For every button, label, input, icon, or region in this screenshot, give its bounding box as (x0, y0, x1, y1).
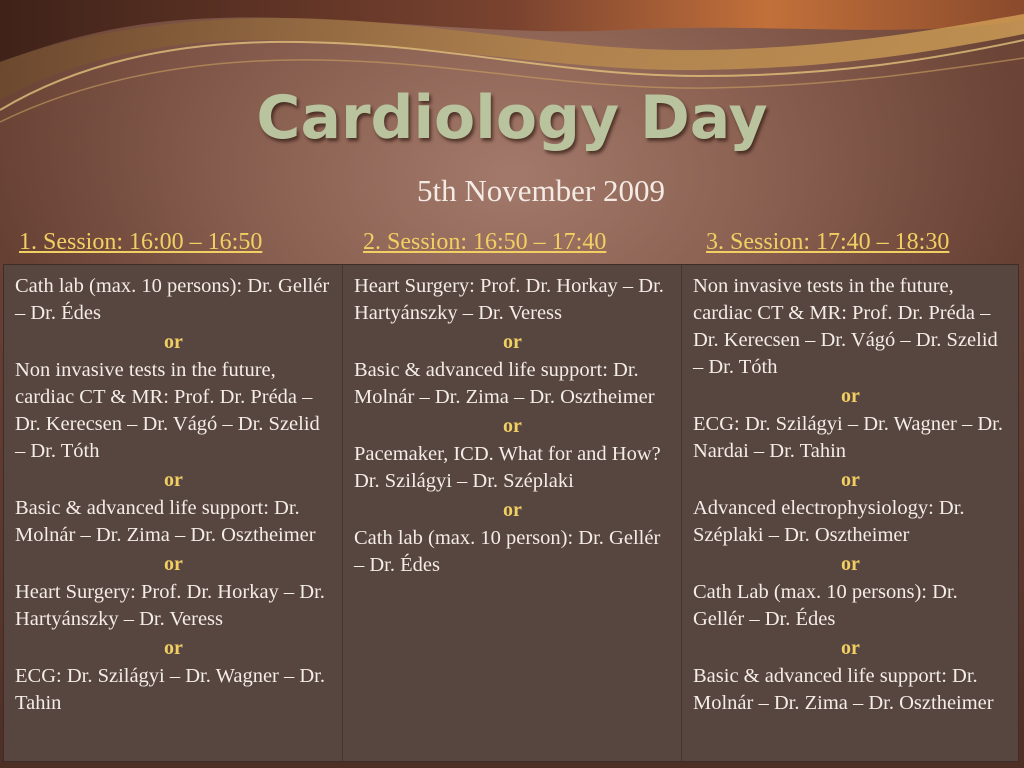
or-separator: or (164, 331, 183, 353)
session-2-option-2: Basic & advanced life support: Dr. Molnár – Dr. Zima – Dr. Osztheimer (354, 359, 655, 408)
session-3-option-2: ECG: Dr. Szilágyi – Dr. Wagner – Dr. Nardai – Dr. Tahin (693, 413, 1003, 462)
session-2-option-3: Pacemaker, ICD. What for and How? Dr. Szilágyi – Dr. Széplaki (354, 443, 661, 492)
session-1-option-3: Basic & advanced life support: Dr. Molnár – Dr. Zima – Dr. Osztheimer (15, 497, 316, 546)
or-separator: or (164, 637, 183, 659)
session-2-column (343, 265, 682, 761)
session-1-option-2: Non invasive tests in the future, cardiac CT & MR: Prof. Dr. Préda – Dr. Kerecsen – Dr. Vágó – Dr. Szelid – Dr. Tóth (15, 359, 320, 462)
or-separator: or (503, 415, 522, 437)
session-3-option-4: Cath Lab (max. 10 persons): Dr. Gellér – Dr. Édes (693, 581, 958, 630)
slide-title: Cardiology Day (256, 83, 768, 153)
session-3-option-5: Basic & advanced life support: Dr. Molnár – Dr. Zima – Dr. Osztheimer (693, 665, 994, 714)
or-separator: or (503, 499, 522, 521)
session-3-option-1: Non invasive tests in the future, cardiac CT & MR: Prof. Dr. Préda – Dr. Kerecsen – Dr. Vágó – Dr. Szelid – Dr. Tóth (693, 275, 998, 378)
or-separator: or (164, 469, 183, 491)
or-separator: or (841, 553, 860, 575)
session-3-option-3: Advanced electrophysiology: Dr. Széplaki – Dr. Osztheimer (693, 497, 965, 546)
session-1-option-4: Heart Surgery: Prof. Dr. Horkay – Dr. Hartyánszky – Dr. Veress (15, 581, 325, 630)
or-separator: or (841, 637, 860, 659)
session-3-heading: 3. Session: 17:40 – 18:30 (706, 229, 950, 255)
or-separator: or (841, 385, 860, 407)
session-1-heading: 1. Session: 16:00 – 16:50 (19, 229, 263, 255)
session-1-column (4, 265, 343, 761)
session-3-column (682, 265, 1018, 761)
or-separator: or (164, 553, 183, 575)
or-separator: or (841, 469, 860, 491)
session-1-option-1: Cath lab (max. 10 persons): Dr. Gellér – Dr. Édes (15, 275, 330, 324)
session-2-option-4: Cath lab (max. 10 person): Dr. Gellér – Dr. Édes (354, 527, 661, 576)
sessions-table (3, 264, 1019, 762)
session-2-heading: 2. Session: 16:50 – 17:40 (363, 229, 607, 255)
or-separator: or (503, 331, 522, 353)
session-2-option-1: Heart Surgery: Prof. Dr. Horkay – Dr. Hartyánszky – Dr. Veress (354, 275, 664, 324)
session-1-option-5: ECG: Dr. Szilágyi – Dr. Wagner – Dr. Tahin (15, 665, 325, 714)
event-date: 5th November 2009 (417, 173, 665, 208)
